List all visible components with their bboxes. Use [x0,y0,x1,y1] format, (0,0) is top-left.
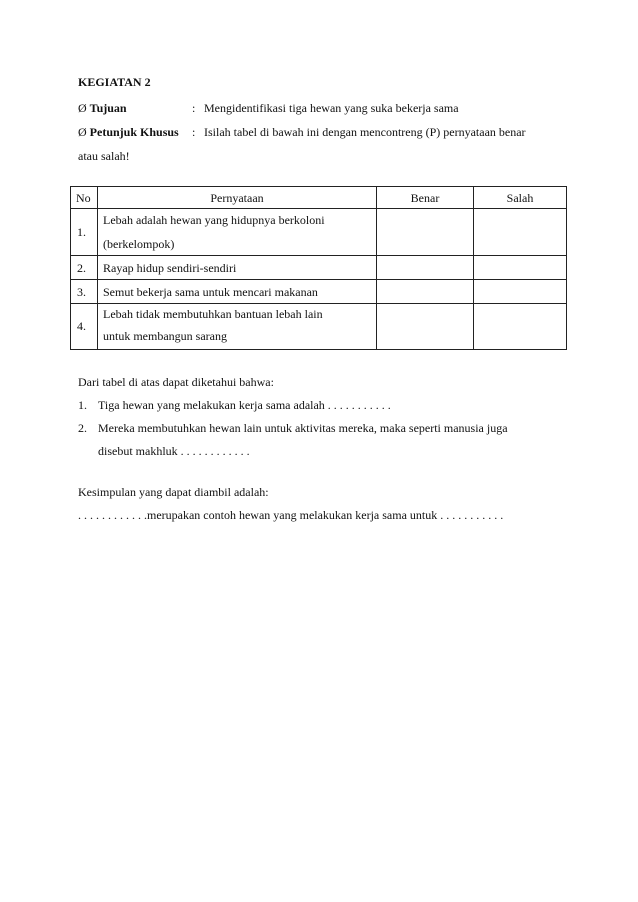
petunjuk-bullet: Ø [78,125,87,139]
summary-item-2-number: 2. [78,421,87,435]
summary-intro: Dari tabel di atas dapat diketahui bahwa: [78,375,274,389]
header-statement: Pernyataan [210,191,264,205]
summary-item-1-text: Tiga hewan yang melakukan kerja sama adalah . . . . . . . . . . . [98,398,391,412]
row-1-no: 1. [77,225,86,239]
table-col-divider [97,187,98,349]
petunjuk-row [78,125,179,139]
tujuan-bullet: Ø [78,101,87,115]
header-no: No [76,191,91,205]
petunjuk-label: Petunjuk Khusus [89,125,179,139]
row-4-statement-line1: Lebah tidak membutuhkan bantuan lebah lain [103,307,323,321]
tujuan-label: Tujuan [89,101,127,115]
tujuan-text: Mengidentifikasi tiga hewan yang suka bekerja sama [204,101,459,115]
header-false: Salah [506,191,534,205]
tujuan-colon: : [192,101,196,115]
table-col-divider [376,187,377,349]
row-2-statement: Rayap hidup sendiri-sendiri [103,261,237,275]
row-3-statement: Semut bekerja sama untuk mencari makanan [103,285,318,299]
conclusion-text: . . . . . . . . . . . .merupakan contoh hewan yang melakukan kerja sama untuk . . . . . . . . . . . [78,508,504,522]
row-4-statement-line2: untuk membangun sarang [103,329,227,343]
activity-heading: KEGIATAN 2 [78,75,151,89]
petunjuk-continuation: atau salah! [78,149,130,163]
conclusion-intro: Kesimpulan yang dapat diambil adalah: [78,485,269,499]
petunjuk-colon: : [192,125,196,139]
row-1-statement-line1: Lebah adalah hewan yang hidupnya berkoloni [103,213,325,227]
table-row-divider [71,255,566,256]
summary-item-2-continuation: disebut makhluk . . . . . . . . . . . . [98,444,250,458]
row-3-no: 3. [77,285,86,299]
tujuan-row [78,101,127,115]
statement-table [70,186,567,350]
table-row-divider [71,279,566,280]
table-row-divider [71,208,566,209]
row-1-statement-line2: (berkelompok) [103,237,175,251]
summary-item-1-number: 1. [78,398,87,412]
row-4-no: 4. [77,319,86,333]
petunjuk-text: Isilah tabel di bawah ini dengan mencontreng (P) pernyataan benar [204,125,526,139]
table-row-divider [71,303,566,304]
table-col-divider [473,187,474,349]
row-2-no: 2. [77,261,86,275]
summary-item-2-text: Mereka membutuhkan hewan lain untuk aktivitas mereka, maka seperti manusia juga [98,421,508,435]
header-true: Benar [410,191,440,205]
